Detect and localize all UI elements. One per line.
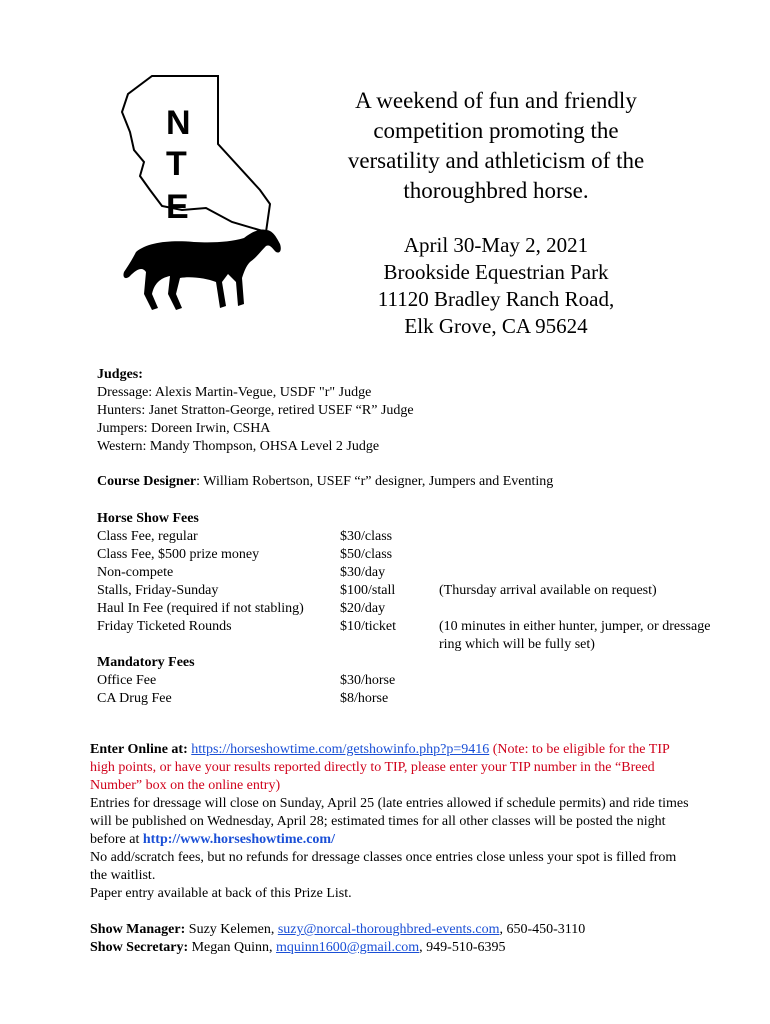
- fee-amount: $30/day: [340, 565, 386, 580]
- tip-note: (Note: to be eligible for the TIP high points, or have your results reported directly to TIP, please enter your TIP number in the “Breed Number” box on the online entry): [90, 742, 670, 793]
- fee-note: [439, 546, 739, 564]
- logo-letter-e: E: [166, 188, 189, 226]
- scratch-info: No add/scratch fees, but no refunds for dressage classes once entries close unless your spot is filled from the waitlist.: [90, 850, 677, 883]
- course-designer-label: Course Designer: [97, 474, 197, 489]
- event-street: 11120 Bradley Ranch Road,: [377, 287, 615, 311]
- course-designer: [97, 473, 553, 491]
- event-city: Elk Grove, CA 95624: [404, 314, 588, 338]
- dressage-close-text: Entries for dressage will close on Sunday, April 25 (late entries allowed if schedule permits) and ride times will be published on Wednesday, April 28; estimated times for all other classes will be posted the night before at: [90, 796, 689, 847]
- fee-name: Class Fee, regular: [97, 529, 198, 544]
- horseshowtime-link[interactable]: http://www.horseshowtime.com/: [142, 832, 335, 847]
- event-info: [320, 232, 672, 340]
- headline-line: versatility and athleticism of the: [347, 148, 645, 173]
- judge-line: Jumpers: Doreen Irwin, CSHA: [97, 421, 271, 436]
- fee-name: Office Fee: [97, 673, 157, 688]
- judge-line: Hunters: Janet Stratton-George, retired USEF “R” Judge: [97, 403, 414, 418]
- show-secretary: [90, 939, 690, 957]
- show-secretary-label: Show Secretary:: [90, 940, 189, 955]
- entry-online: [90, 741, 690, 795]
- fee-name: Haul In Fee (required if not stabling): [97, 601, 304, 616]
- headline-line: thoroughbred horse.: [403, 178, 589, 203]
- fee-note: (10 minutes in either hunter, jumper, or dressage: [439, 619, 711, 634]
- fee-row: [97, 618, 757, 636]
- show-manager: [90, 921, 690, 939]
- fees-section: [97, 510, 757, 708]
- show-manager-email[interactable]: suzy@norcal-thoroughbred-events.com: [277, 922, 500, 937]
- fee-amount: $10/ticket: [340, 619, 396, 634]
- judges-section: [97, 366, 414, 456]
- fee-amount: $20/day: [340, 601, 386, 616]
- mandatory-fees-heading: Mandatory Fees: [97, 655, 195, 670]
- show-manager-label: Show Manager:: [90, 922, 186, 937]
- show-manager-name: Suzy Kelemen,: [188, 922, 275, 937]
- fee-note: [439, 600, 739, 618]
- show-secretary-email[interactable]: mquinn1600@gmail.com: [276, 940, 420, 955]
- fee-amount: $100/stall: [340, 583, 396, 598]
- fee-row: [97, 564, 757, 582]
- fee-name: CA Drug Fee: [97, 691, 172, 706]
- show-manager-phone: , 650-450-3110: [499, 922, 586, 937]
- mandatory-fee-row: [97, 690, 757, 708]
- course-designer-text: : William Robertson, USEF “r” designer, Jumpers and Eventing: [196, 474, 554, 489]
- fee-row: [97, 600, 757, 618]
- fee-name: Non-compete: [97, 565, 174, 580]
- fee-row: [97, 636, 757, 654]
- event-venue: Brookside Equestrian Park: [383, 260, 609, 284]
- paper-entry-info: Paper entry available at back of this Prize List.: [90, 886, 352, 901]
- fee-note: [439, 564, 739, 582]
- fee-note: [439, 528, 739, 546]
- judge-line: Dressage: Alexis Martin-Vegue, USDF "r" Judge: [97, 385, 372, 400]
- fee-row: [97, 582, 757, 600]
- dressage-close-info: [90, 795, 690, 849]
- fee-amount: $8/horse: [340, 691, 389, 706]
- judge-line: Western: Mandy Thompson, OHSA Level 2 Judge: [97, 439, 380, 454]
- fee-row: [97, 528, 757, 546]
- fee-name: [97, 636, 340, 654]
- show-secretary-phone: , 949-510-6395: [419, 940, 506, 955]
- entry-online-label: Enter Online at:: [90, 742, 188, 757]
- fee-name: Stalls, Friday-Sunday: [97, 583, 219, 598]
- event-date: April 30-May 2, 2021: [403, 233, 589, 257]
- fee-note: ring which will be fully set): [439, 637, 595, 652]
- fee-name: Friday Ticketed Rounds: [97, 619, 232, 634]
- headline-line: competition promoting the: [373, 118, 619, 143]
- entry-section: [90, 741, 690, 957]
- california-outline-icon: [122, 76, 270, 232]
- fee-row: [97, 546, 757, 564]
- fee-name: Class Fee, $500 prize money: [97, 547, 260, 562]
- fee-amount: [340, 636, 439, 654]
- show-secretary-name: Megan Quinn,: [191, 940, 273, 955]
- fee-note: (Thursday arrival available on request): [439, 583, 657, 598]
- headline: [320, 86, 672, 206]
- logo-letter-t: T: [166, 145, 187, 183]
- fee-amount: $30/horse: [340, 673, 396, 688]
- mandatory-fee-row: [97, 672, 757, 690]
- fee-amount: $50/class: [340, 547, 393, 562]
- logo-letter-n: N: [166, 104, 191, 142]
- fee-amount: $30/class: [340, 529, 393, 544]
- headline-line: A weekend of fun and friendly: [355, 88, 637, 113]
- entry-online-link[interactable]: https://horseshowtime.com/getshowinfo.php?p=9416: [191, 742, 490, 757]
- judges-heading: Judges:: [97, 367, 143, 382]
- horse-silhouette-icon: [123, 229, 280, 310]
- fees-heading: Horse Show Fees: [97, 511, 199, 526]
- nte-logo: [110, 72, 300, 332]
